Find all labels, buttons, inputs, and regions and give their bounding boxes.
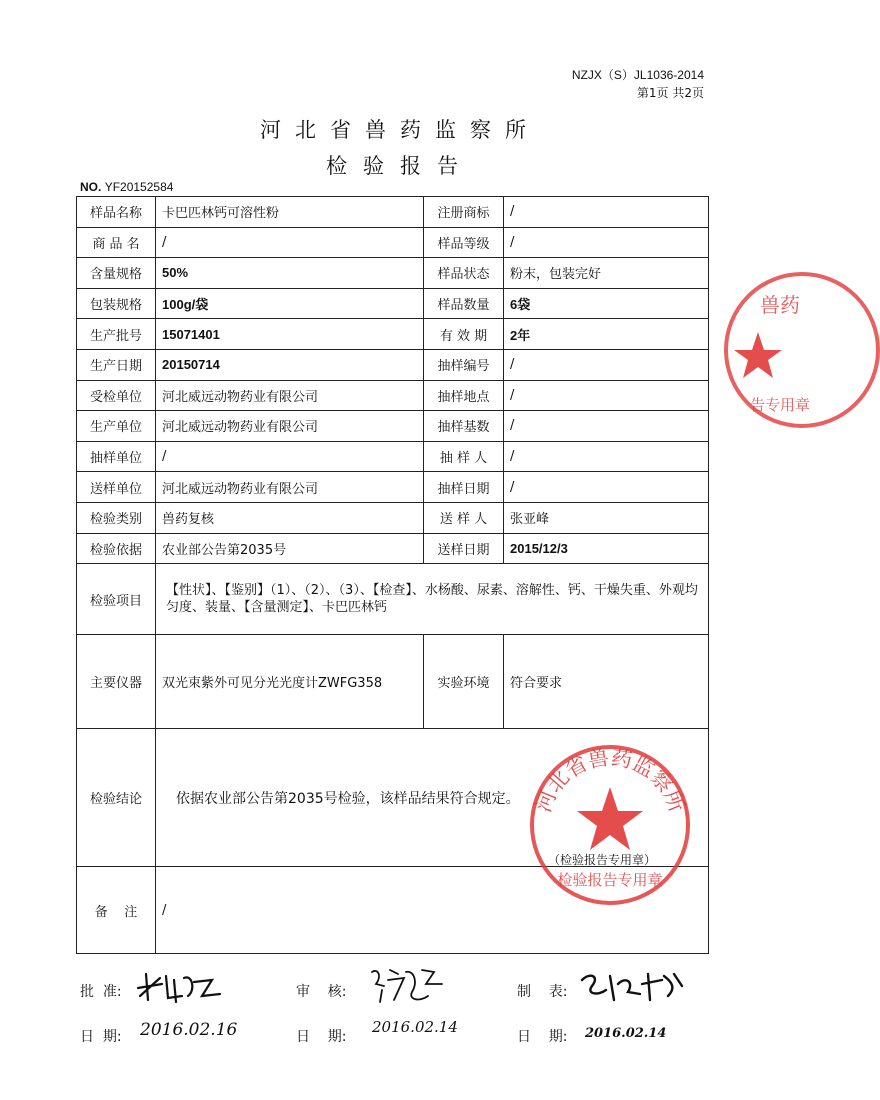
- field-label: 包装规格: [77, 288, 156, 319]
- field-label: 样品状态: [424, 258, 504, 289]
- field-value: 河北威远动物药业有限公司: [156, 380, 424, 411]
- table-row: [77, 258, 709, 289]
- field-value: 张亚峰: [504, 502, 709, 533]
- field-label: 送 样 人: [424, 502, 504, 533]
- date-label-1: 日 期:: [80, 1029, 122, 1045]
- approver-signature: [132, 966, 224, 1010]
- partial-seal: [720, 260, 811, 440]
- conclusion-label: 检验结论: [77, 729, 156, 867]
- seal-bottom-text: 检验报告专用章: [557, 871, 663, 889]
- field-value: /: [504, 411, 709, 442]
- field-label: 样品等级: [424, 227, 504, 258]
- field-label: 含量规格: [77, 258, 156, 289]
- field-label: 抽样编号: [424, 349, 504, 380]
- field-label: 受检单位: [77, 380, 156, 411]
- field-label: 生产单位: [77, 411, 156, 442]
- field-label: 检验类别: [77, 502, 156, 533]
- items-value: [156, 564, 709, 635]
- date-label-2: 日 期:: [296, 1029, 347, 1045]
- remark-value: /: [156, 867, 709, 954]
- field-label: 抽 样 人: [424, 441, 504, 472]
- field-value: /: [156, 441, 424, 472]
- field-value: 粉末，包装完好: [504, 258, 709, 289]
- field-value: 6袋: [504, 288, 709, 319]
- table-row: [77, 288, 709, 319]
- reviewer-signature: [368, 962, 448, 1010]
- field-label: 检验依据: [77, 533, 156, 564]
- table-row: [77, 197, 709, 228]
- partial-seal-bottom: 告专用章: [750, 396, 811, 414]
- approve-date: 2016.02.16: [140, 1020, 238, 1040]
- table-row: [77, 502, 709, 533]
- prepare-date: 2016.02.14: [585, 1026, 667, 1041]
- field-value: 河北威远动物药业有限公司: [156, 411, 424, 442]
- field-value: 农业部公告第2035号: [156, 533, 424, 564]
- table-row: [77, 227, 709, 258]
- field-label: 抽样基数: [424, 411, 504, 442]
- report-number: [80, 180, 173, 194]
- field-label: 商 品 名: [77, 227, 156, 258]
- table-row: [77, 349, 709, 380]
- table-row: [77, 319, 709, 350]
- field-label: 生产批号: [77, 319, 156, 350]
- items-row: [77, 564, 709, 635]
- table-row: [77, 380, 709, 411]
- field-value: 卡巴匹林钙可溶性粉: [156, 197, 424, 228]
- field-value: 20150714: [156, 349, 424, 380]
- field-label: 有 效 期: [424, 319, 504, 350]
- instrument-text: 双光束紫外可见分光光度计ZWFG358: [162, 676, 383, 692]
- conclusion-text: 依据农业部公告第2035号检验，该样品结果符合规定。: [176, 790, 520, 807]
- preparer-signature: [578, 966, 688, 1010]
- field-label: 生产日期: [77, 349, 156, 380]
- instrument-label: 主要仪器: [77, 635, 156, 729]
- items-text: 【性状】、【鉴别】（1）、（2）、（3）、【检查】、水杨酸、尿素、溶解性、钙、干燥失重、外观均匀度、装量、【含量测定】、卡巴匹林钙: [166, 583, 698, 616]
- report-number-label: NO.: [80, 180, 102, 194]
- table-row: [77, 441, 709, 472]
- field-label: 抽样地点: [424, 380, 504, 411]
- seal-caption: （检验报告专用章）: [548, 853, 657, 867]
- report-rows: [77, 197, 709, 564]
- items-label: 检验项目: [77, 564, 156, 635]
- prepare-label: 制 表:: [517, 984, 568, 1000]
- field-label: 送样单位: [77, 472, 156, 503]
- field-value: /: [156, 227, 424, 258]
- field-value: /: [504, 227, 709, 258]
- field-label: 样品数量: [424, 288, 504, 319]
- env-value: 符合要求: [504, 635, 709, 729]
- env-label: 实验环境: [424, 635, 504, 729]
- field-value: 2年: [504, 319, 709, 350]
- page-info: 第1页 共2页: [636, 86, 704, 100]
- field-label: 抽样日期: [424, 472, 504, 503]
- field-value: /: [504, 380, 709, 411]
- field-value: /: [504, 197, 709, 228]
- field-value: 兽药复核: [156, 502, 424, 533]
- review-date: 2016.02.14: [372, 1018, 458, 1036]
- date-label-3: 日 期:: [517, 1029, 568, 1045]
- field-label: 抽样单位: [77, 441, 156, 472]
- org-title: 河北省兽药监察所: [260, 118, 540, 142]
- field-value: /: [504, 472, 709, 503]
- field-value: 15071401: [156, 319, 424, 350]
- table-row: [77, 472, 709, 503]
- field-label: 样品名称: [77, 197, 156, 228]
- field-value: 河北威远动物药业有限公司: [156, 472, 424, 503]
- table-row: [77, 533, 709, 564]
- field-label: 注册商标: [424, 197, 504, 228]
- instrument-row: [77, 635, 709, 729]
- field-value: 50%: [156, 258, 424, 289]
- remark-label: 备 注: [77, 867, 156, 954]
- field-value: 2015/12/3: [504, 533, 709, 564]
- approve-label: 批 准:: [80, 984, 122, 1000]
- table-row: [77, 411, 709, 442]
- field-value: /: [504, 349, 709, 380]
- official-seal: [520, 735, 700, 919]
- form-code: NZJX（S）JL1036-2014: [571, 68, 704, 82]
- seal-ring-text: 河北省兽药监察所: [530, 745, 690, 816]
- field-label: 送样日期: [424, 533, 504, 564]
- review-label: 审 核:: [296, 984, 347, 1000]
- partial-seal-text: 兽药: [760, 293, 800, 317]
- field-value: /: [504, 441, 709, 472]
- field-value: 100g/袋: [156, 288, 424, 319]
- instrument-value: [156, 635, 424, 729]
- doc-title: 检验报告: [326, 154, 474, 178]
- report-number-value: YF20152584: [104, 180, 174, 194]
